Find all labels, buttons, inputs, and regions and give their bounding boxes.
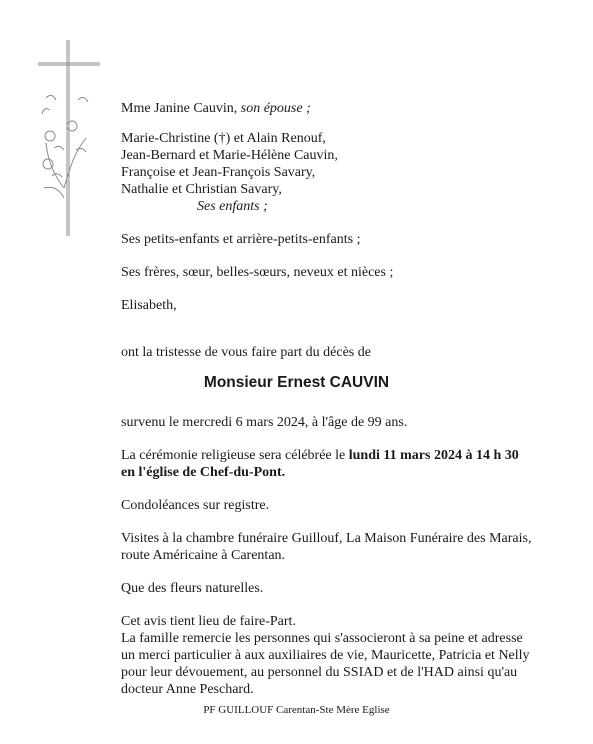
thanks-line-1: La famille remercie les personnes qui s'associeront à sa peine et adresse: [121, 631, 523, 646]
death-info: survenu le mercredi 6 mars 2024, à l'âge de 99 ans.: [121, 415, 408, 430]
other-line: Elisabeth,: [121, 298, 177, 313]
children-role: Ses enfants ;: [197, 199, 268, 214]
child-4: Nathalie et Christian Savary,: [121, 182, 282, 197]
deceased-name: Monsieur Ernest CAUVIN: [203, 374, 390, 391]
funeral-home-footer: PF GUILLOUF Carentan-Ste Mère Eglise: [203, 704, 390, 716]
ceremony-intro: La cérémonie religieuse sera célébrée le: [121, 448, 349, 463]
child-3: Françoise et Jean-François Savary,: [121, 165, 316, 180]
cross-with-flowers-icon: [34, 38, 104, 238]
spouse-name: Mme Janine Cauvin,: [121, 101, 238, 116]
child-1: Marie-Christine (†) et Alain Renouf,: [121, 131, 326, 146]
ceremony-line: [121, 447, 519, 464]
child-2: Jean-Bernard et Marie-Hélène Cauvin,: [121, 148, 338, 163]
visits-line-1: Visites à la chambre funéraire Guillouf, La Maison Funéraire des Marais,: [121, 531, 532, 546]
flowers-line: Que des fleurs naturelles.: [121, 581, 264, 596]
thanks-line-4: docteur Anne Peschard.: [121, 682, 254, 697]
spouse-role: son épouse ;: [240, 101, 311, 116]
thanks-line-2: un merci particulier à aux auxiliaires de vie, Mauricette, Patricia et Nelly: [121, 648, 530, 663]
ceremony-datetime: lundi 11 mars 2024 à 14 h 30: [348, 448, 519, 463]
announcement-line: ont la tristesse de vous faire part du décès de: [121, 345, 371, 360]
condolences-line: Condoléances sur registre.: [121, 498, 270, 513]
thanks-line-3: pour leur dévouement, au personnel du SSIAD et de l'HAD ainsi qu'au: [121, 665, 518, 680]
visits-line-2: route Américaine à Carentan.: [121, 548, 286, 563]
spouse-line: [121, 100, 311, 117]
siblings-line: Ses frères, sœur, belles-sœurs, neveux et nièces ;: [121, 265, 394, 280]
notice-line: Cet avis tient lieu de faire-Part.: [121, 614, 296, 629]
grandchildren-line: Ses petits-enfants et arrière-petits-enfants ;: [121, 232, 361, 247]
ceremony-place: en l'église de Chef-du-Pont.: [121, 465, 286, 480]
